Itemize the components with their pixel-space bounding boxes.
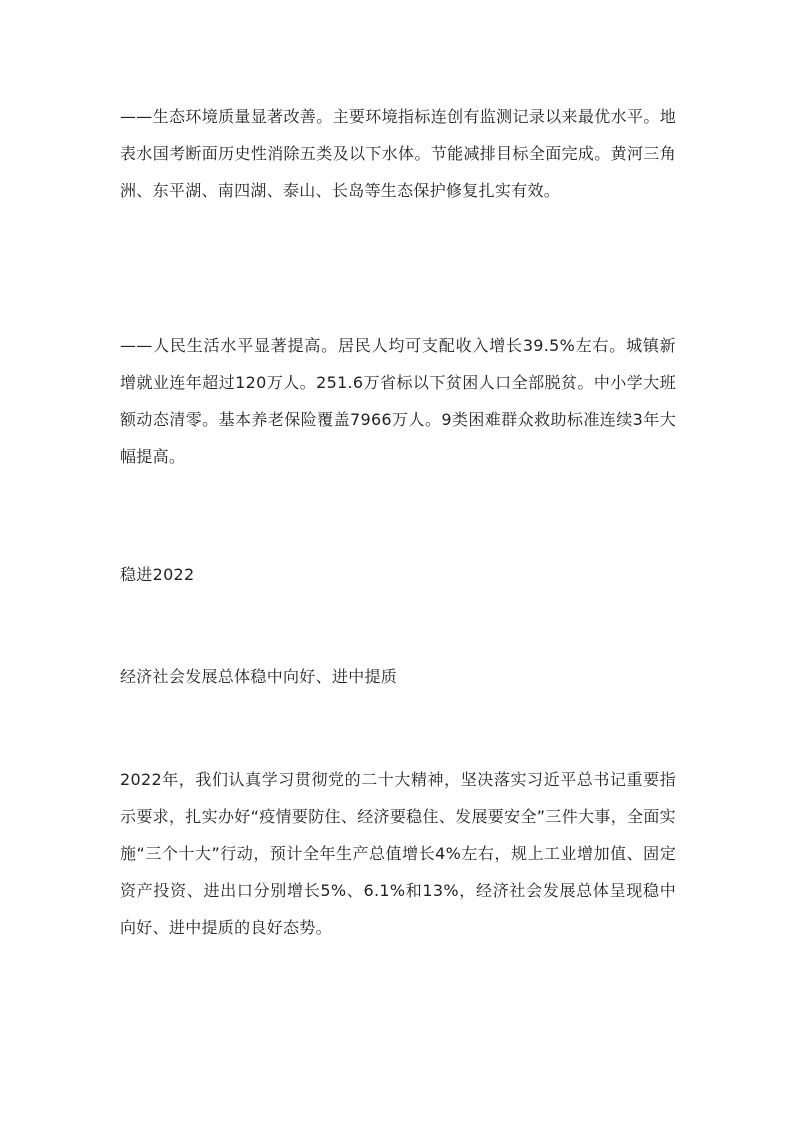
paragraph-living-standards: ——人民生活水平显著提高。居民人均可支配收入增长39.5%左右。城镇新增就业连年超过120万人。251.6万省标以下贫困人口全部脱贫。中小学大班额动态清零。基本养老保险覆盖7966万人。9类困难群众救助标准连续3年大幅提高。 [120, 336, 676, 466]
section-title: 稳进2022 [120, 565, 195, 584]
section-subtitle: 经济社会发展总体稳中向好、进中提质 [120, 667, 398, 686]
paragraph-ecology: ——生态环境质量显著改善。主要环境指标连创有监测记录以来最优水平。地表水国考断面历史性消除五类及以下水体。节能减排目标全面完成。黄河三角洲、东平湖、南四湖、泰山、长岛等生态保护修复扎实有效。 [120, 107, 676, 200]
paragraph-2022-summary: 2022年，我们认真学习贯彻党的二十大精神，坚决落实习近平总书记重要指示要求，扎实办好“疫情要防住、经济要稳住、发展要安全”三件大事，全面实施“三个十大”行动，预计全年生产总值增长4%左右，规上工业增加值、固定资产投资、进出口分别增长5%、6.1%和13%，经济社会发展总体呈现稳中向好、进中提质的良好态势。 [120, 770, 676, 937]
